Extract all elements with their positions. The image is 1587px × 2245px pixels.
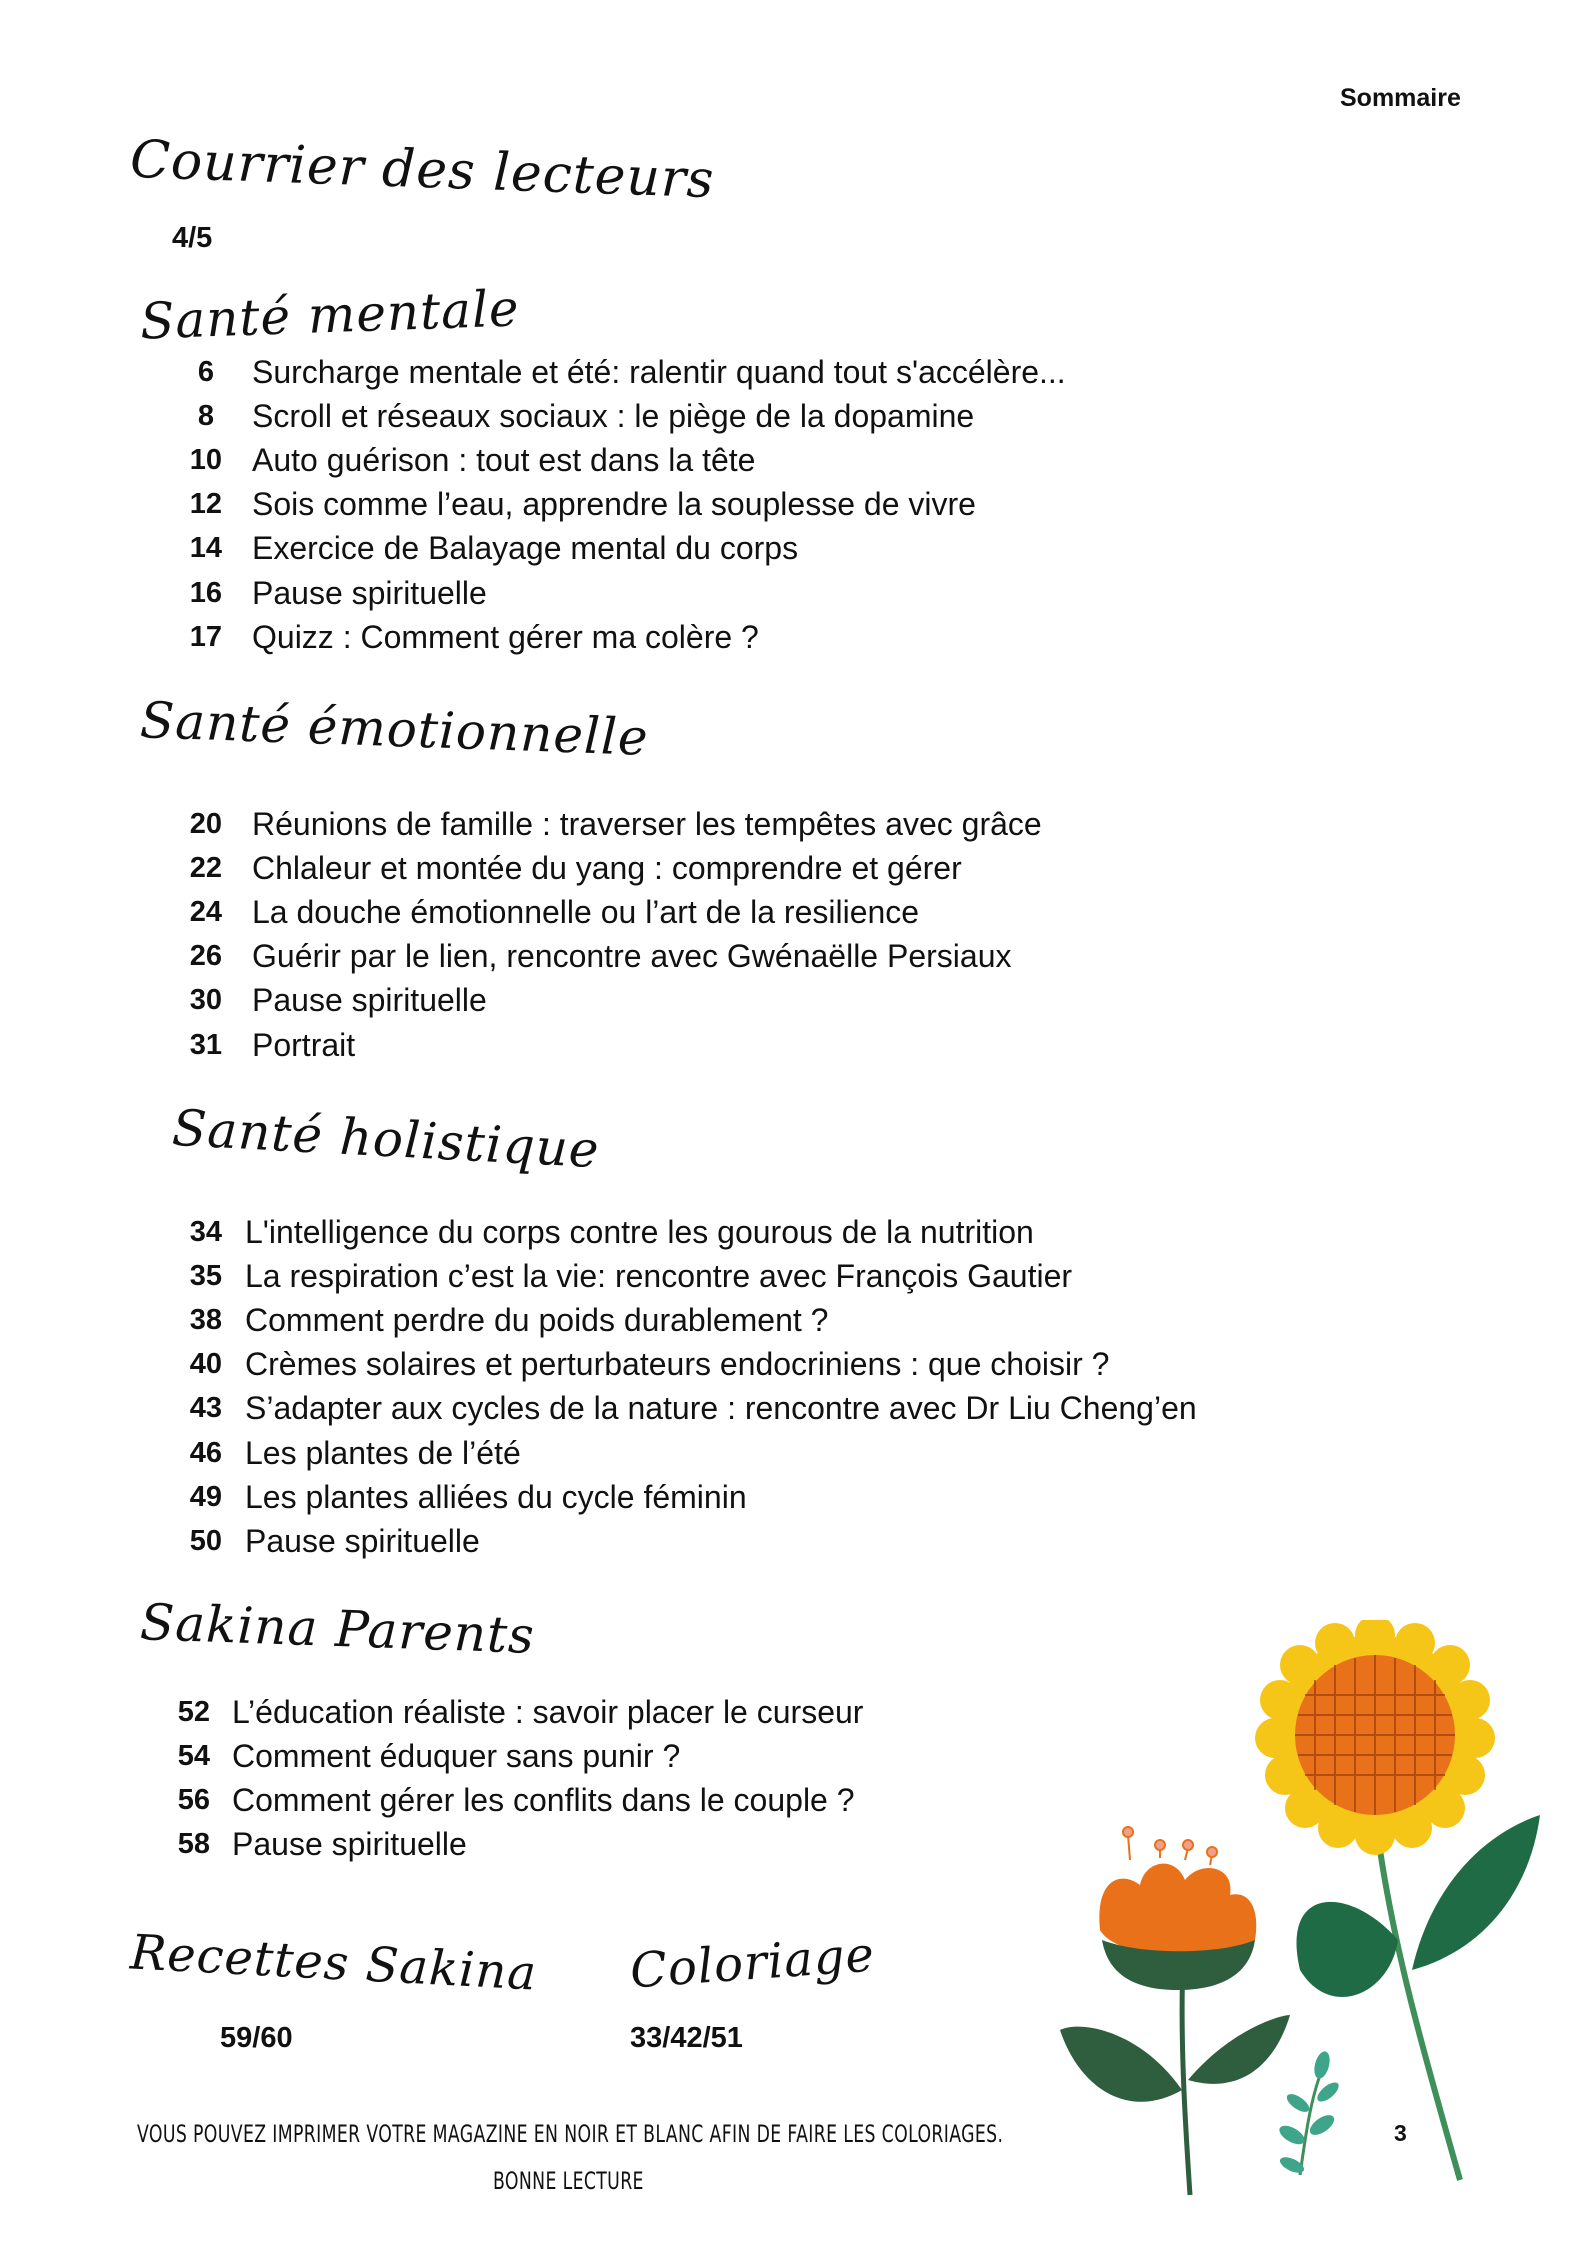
section-title-sante-emotionnelle: Santé émotionnelle [139, 691, 650, 767]
sunflower-leaf-right [1412, 1815, 1540, 1970]
toc-entry[interactable] [130, 935, 1130, 979]
toc-entry[interactable] [130, 1519, 1280, 1563]
toc-entry-title: L’éducation réaliste : savoir placer le curseur [232, 1693, 864, 1730]
toc-entry[interactable] [130, 1823, 1030, 1867]
toc-page-number: 35 [189, 1259, 222, 1292]
toc-entry[interactable] [130, 438, 1130, 482]
section-title-recettes: Recettes Sakina [128, 1924, 539, 2002]
toc-page-number: 58 [177, 1828, 210, 1861]
toc-page-number: 6 [197, 355, 214, 388]
toc-entry-title: Pause spirituelle [252, 982, 487, 1019]
footer-print-note: VOUS POUVEZ IMPRIMER VOTRE MAGAZINE EN NOIR ET BLANC AFIN DE FAIRE LES COLORIAGES. [137, 2120, 1004, 2148]
toc-page-number: 14 [189, 532, 222, 565]
section-title-sante-holistique: Santé holistique [170, 1098, 601, 1180]
toc-entry-title: Portrait [252, 1026, 356, 1063]
toc-page-number: 8 [197, 399, 214, 432]
toc-entry-title: Chlaleur et montée du yang : comprendre et gérer [252, 849, 962, 886]
toc-entry[interactable] [130, 483, 1130, 527]
toc-entry-title: Crèmes solaires et perturbateurs endocriniens : que choisir ? [245, 1346, 1110, 1383]
toc-entry-title: Guérir par le lien, rencontre avec Gwénaëlle Persiaux [252, 938, 1012, 975]
toc-entry[interactable] [130, 350, 1130, 394]
toc-page-number: 49 [189, 1480, 222, 1513]
toc-entry-title: Sois comme l’eau, apprendre la souplesse de vivre [252, 486, 976, 523]
tulip-bloom [1099, 1864, 1256, 1956]
section-title-sakina-parents: Sakina Parents [139, 1593, 536, 1665]
toc-list-sante-holistique [130, 1210, 1280, 1564]
toc-page-number: 16 [189, 576, 222, 609]
section-pages-coloriage: 33/42/51 [630, 2022, 743, 2054]
toc-entry-title: Comment gérer les conflits dans le couple ? [232, 1781, 855, 1818]
toc-entry-title: Pause spirituelle [232, 1826, 467, 1863]
tulip-leaf-right [1188, 2015, 1290, 2084]
toc-entry-title: Les plantes alliées du cycle féminin [245, 1478, 747, 1515]
toc-entry[interactable] [130, 571, 1130, 615]
toc-entry[interactable] [130, 1475, 1280, 1519]
toc-page-number: 34 [189, 1215, 222, 1248]
toc-entry[interactable] [130, 890, 1130, 934]
toc-page-number: 30 [189, 984, 222, 1017]
page-header-title: Sommaire [1340, 84, 1461, 112]
toc-page-number: 12 [189, 488, 222, 521]
section-title-courrier: Courrier des lecteurs [129, 129, 716, 211]
toc-page-number: 22 [189, 851, 222, 884]
section-title-sante-mentale: Santé mentale [139, 279, 521, 351]
toc-entry[interactable] [130, 527, 1130, 571]
toc-page-number: 40 [189, 1348, 222, 1381]
tulip-leaf-left [1060, 2027, 1182, 2102]
toc-entry-title: Réunions de famille : traverser les tempêtes avec grâce [252, 805, 1042, 842]
toc-entry-title: Pause spirituelle [245, 1522, 480, 1559]
section-pages-recettes: 59/60 [220, 2022, 293, 2054]
toc-entry-title: L'intelligence du corps contre les gourous de la nutrition [245, 1213, 1034, 1250]
toc-page-number: 10 [189, 443, 222, 476]
footer-bonne-lecture: BONNE LECTURE [493, 2167, 644, 2195]
toc-entry[interactable] [130, 1387, 1280, 1431]
toc-entry[interactable] [130, 1254, 1280, 1298]
section-title-coloriage: Coloriage [628, 1926, 877, 2000]
toc-entry[interactable] [130, 1298, 1280, 1342]
toc-page-number: 20 [189, 807, 222, 840]
toc-page-number: 31 [189, 1028, 222, 1061]
toc-entry[interactable] [130, 1431, 1280, 1475]
toc-entry-title: Les plantes de l’été [245, 1434, 521, 1471]
toc-page-number: 26 [189, 940, 222, 973]
page-number: 3 [1394, 2120, 1407, 2146]
toc-page-number: 54 [177, 1739, 210, 1772]
toc-entry[interactable] [130, 1343, 1280, 1387]
toc-entry[interactable] [130, 394, 1130, 438]
toc-entry[interactable] [130, 1210, 1280, 1254]
toc-list-sante-emotionnelle [130, 802, 1130, 1067]
toc-entry[interactable] [130, 802, 1130, 846]
toc-page-number: 17 [189, 620, 222, 653]
tulip-stamens [1123, 1827, 1217, 1865]
toc-entry[interactable] [130, 615, 1130, 659]
toc-page-number: 50 [189, 1524, 222, 1557]
toc-entry-title: La respiration c’est la vie: rencontre avec François Gautier [245, 1257, 1073, 1294]
toc-entry-title: Comment perdre du poids durablement ? [245, 1301, 829, 1338]
flowers-illustration [1060, 1620, 1540, 2200]
toc-page-number: 46 [189, 1436, 222, 1469]
toc-entry[interactable] [130, 1778, 1030, 1822]
toc-entry-title: Exercice de Balayage mental du corps [252, 530, 799, 567]
toc-entry[interactable] [130, 846, 1130, 890]
toc-page-number: 38 [189, 1303, 222, 1336]
toc-page-number: 56 [177, 1783, 210, 1816]
tulip-stem [1182, 1960, 1190, 2195]
toc-list-sante-mentale [130, 350, 1130, 659]
toc-entry-title: Surcharge mentale et été: ralentir quand tout s'accélère... [252, 353, 1066, 390]
toc-entry-title: Pause spirituelle [252, 574, 487, 611]
toc-entry-title: S’adapter aux cycles de la nature : rencontre avec Dr Liu Cheng’en [245, 1390, 1197, 1427]
toc-entry-title: Comment éduquer sans punir ? [232, 1737, 681, 1774]
toc-list-sakina-parents [130, 1690, 1030, 1867]
section-pages-courrier: 4/5 [172, 222, 213, 254]
toc-page-number: 52 [177, 1695, 210, 1728]
toc-entry[interactable] [130, 1690, 1030, 1734]
toc-entry-title: La douche émotionnelle ou l’art de la resilience [252, 893, 920, 930]
toc-entry[interactable] [130, 1734, 1030, 1778]
toc-entry[interactable] [130, 1023, 1130, 1067]
toc-entry-title: Scroll et réseaux sociaux : le piège de la dopamine [252, 397, 975, 434]
toc-entry-title: Auto guérison : tout est dans la tête [252, 441, 756, 478]
toc-entry-title: Quizz : Comment gérer ma colère ? [252, 618, 759, 655]
sunflower-leaf-left [1296, 1902, 1398, 1997]
toc-entry[interactable] [130, 979, 1130, 1023]
toc-page-number: 24 [189, 895, 222, 928]
toc-page-number: 43 [189, 1392, 222, 1425]
